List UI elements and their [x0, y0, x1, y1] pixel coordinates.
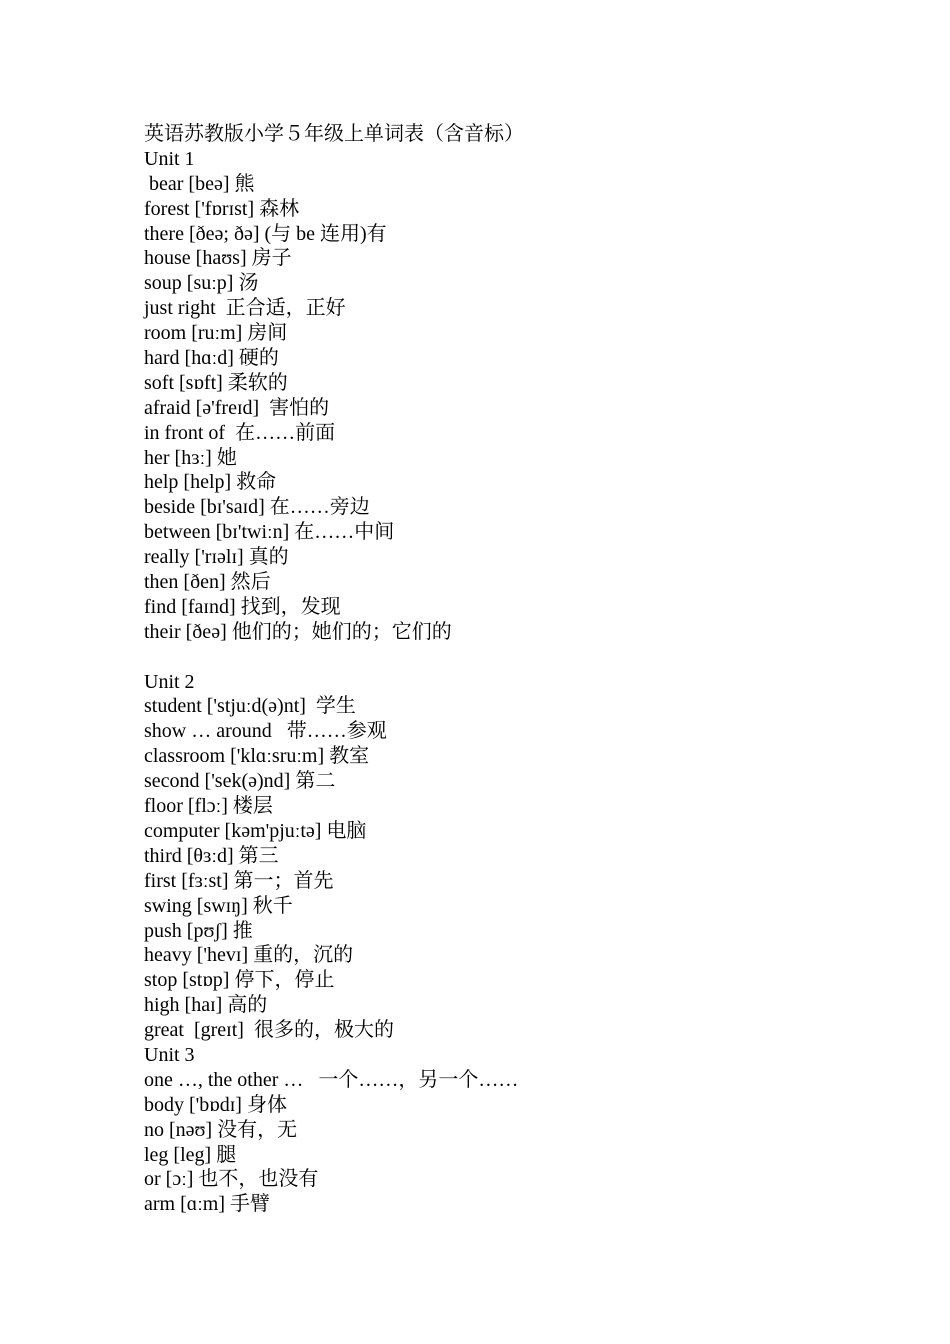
vocab-entry: hard [hɑːd] 硬的 — [144, 347, 279, 370]
vocab-entry: bear [beə] 熊 — [144, 172, 255, 195]
vocab-entry: there [ðeə; ðə] (与 be 连用)有 — [144, 222, 387, 245]
vocab-entry: their [ðeə] 他们的；她们的；它们的 — [144, 620, 452, 643]
unit-heading: Unit 2 — [144, 670, 195, 693]
vocab-entry: room [ruːm] 房间 — [144, 322, 288, 345]
vocab-entry: first [fɜːst] 第一；首先 — [144, 869, 334, 892]
vocab-entry: forest ['fɒrɪst] 森林 — [144, 197, 300, 220]
vocab-entry: computer [kəm'pjuːtə] 电脑 — [144, 819, 367, 842]
vocab-entry: one …, the other … 一个……，另一个…… — [144, 1068, 519, 1091]
vocab-entry: great [greɪt] 很多的，极大的 — [144, 1019, 394, 1042]
vocab-entry: heavy ['hevɪ] 重的，沉的 — [144, 944, 354, 967]
vocab-entry: third [θɜːd] 第三 — [144, 844, 279, 867]
vocab-entry: stop [stɒp] 停下，停止 — [144, 969, 335, 992]
vocab-entry: her [hɜː] 她 — [144, 446, 237, 469]
vocab-entry: high [haɪ] 高的 — [144, 994, 268, 1017]
vocab-entry: afraid [ə'freɪd] 害怕的 — [144, 396, 330, 419]
vocab-entry: floor [flɔː] 楼层 — [144, 795, 273, 818]
vocab-entry: push [pʊʃ] 推 — [144, 919, 253, 942]
vocab-entry: just right 正合适，正好 — [144, 297, 346, 320]
vocab-entry: no [nəʊ] 没有，无 — [144, 1118, 298, 1141]
vocab-entry: body ['bɒdɪ] 身体 — [144, 1093, 287, 1116]
vocab-entry: or [ɔː] 也不，也没有 — [144, 1168, 319, 1191]
unit-heading: Unit 3 — [144, 1043, 195, 1066]
vocab-entry: in front of 在……前面 — [144, 421, 336, 444]
vocab-entry: house [haʊs] 房子 — [144, 247, 292, 270]
vocab-entry: leg [leg] 腿 — [144, 1143, 237, 1166]
vocab-entry: beside [bɪ'saɪd] 在……旁边 — [144, 496, 370, 519]
vocab-entry: arm [ɑːm] 手臂 — [144, 1193, 270, 1216]
vocab-entry: find [faɪnd] 找到，发现 — [144, 595, 341, 618]
vocab-entry: help [help] 救命 — [144, 471, 277, 494]
vocabulary-list — [144, 147, 904, 1217]
vocab-entry: really ['rɪəlɪ] 真的 — [144, 546, 289, 569]
vocab-entry: between [bɪ'twiːn] 在……中间 — [144, 521, 395, 544]
blank-line — [144, 645, 904, 670]
vocab-entry: show … around 带……参观 — [144, 720, 387, 743]
vocab-entry: then [ðen] 然后 — [144, 571, 271, 594]
vocab-entry: swing [swɪŋ] 秋千 — [144, 894, 293, 917]
vocab-entry: second ['sek(ə)nd] 第二 — [144, 770, 336, 793]
vocab-entry: soft [sɒft] 柔软的 — [144, 371, 288, 394]
document-page — [144, 122, 904, 1217]
vocab-entry: soup [suːp] 汤 — [144, 272, 259, 295]
vocab-entry: student ['stjuːd(ə)nt] 学生 — [144, 695, 356, 718]
unit-heading: Unit 1 — [144, 147, 195, 170]
document-title: 英语苏教版小学５年级上单词表（含音标） — [144, 123, 524, 145]
vocab-entry: classroom ['klɑːsruːm] 教室 — [144, 745, 370, 768]
